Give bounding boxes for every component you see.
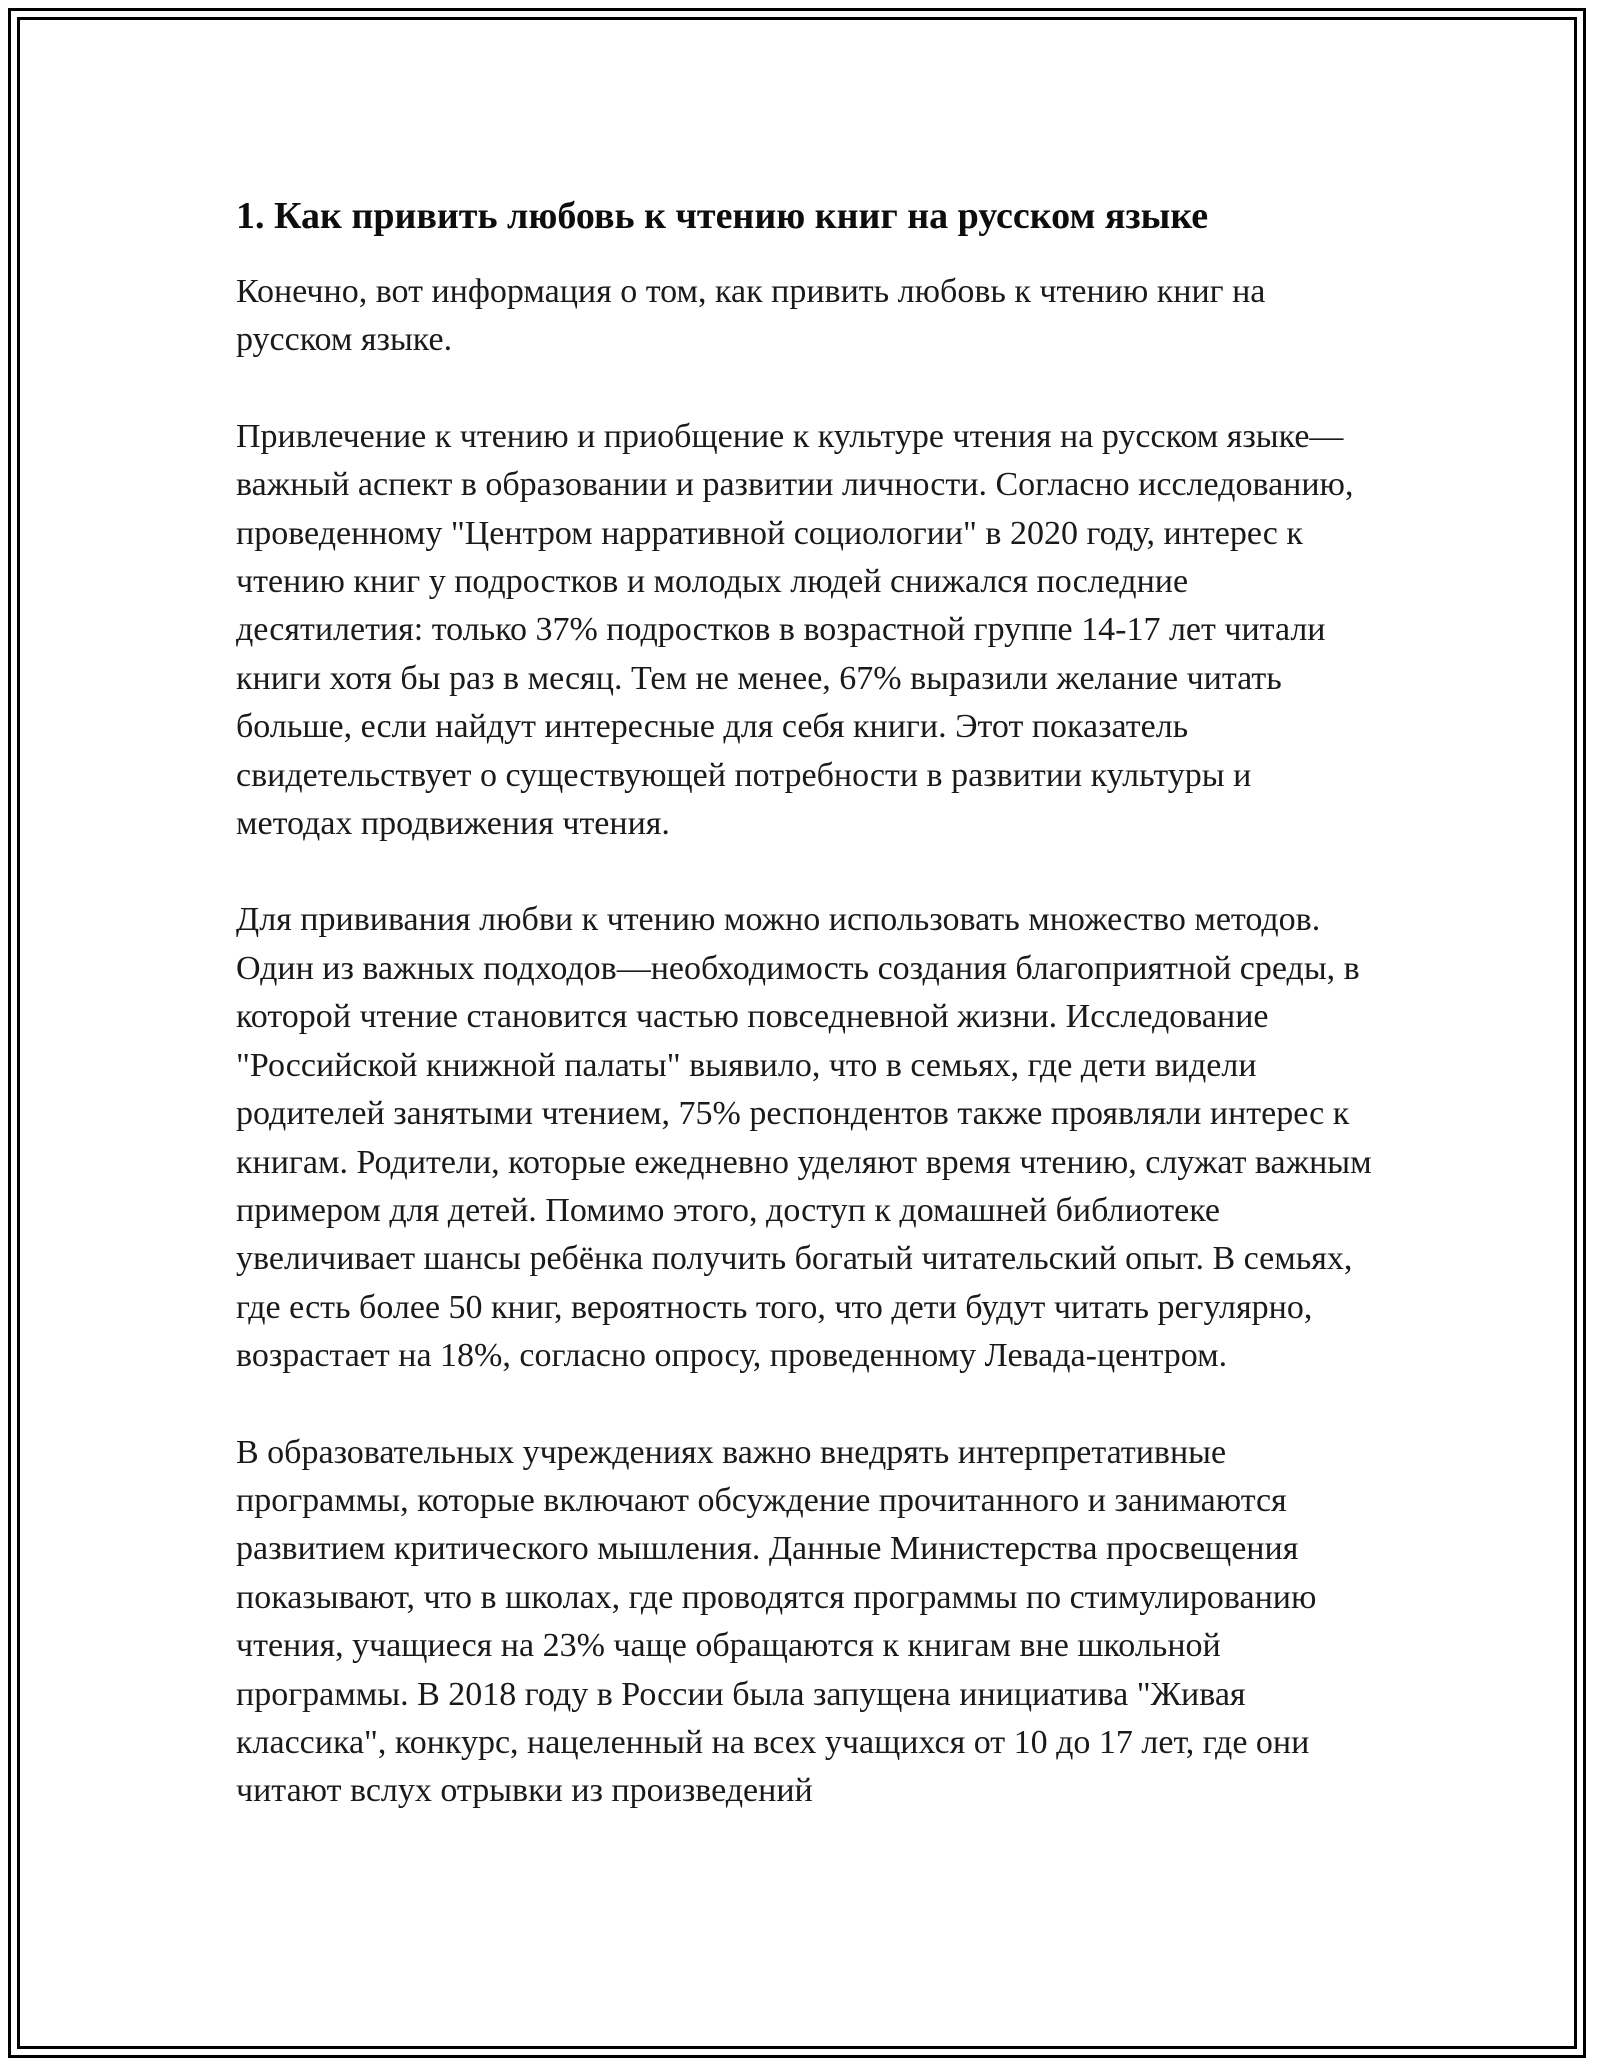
paragraph-schools: В образовательных учреждениях важно внедрять интерпретативные программы, которые включают обсуждение прочитанного и занимаются развитием критического мышления. Данные Министерства просвещения показывают, что в школах, где проводятся программы по стимулированию чтения, учащиеся на 23% чаще обращаются к книгам вне школьной программы. В 2018 году в России была запущена инициатива "Живая классика", конкурс, нацеленный на всех учащихся от 10 до 17 лет, где они читают вслух отрывки из произведений [236, 1433, 1317, 1810]
paragraph-intro: Конечно, вот информация о том, как привить любовь к чтению книг на русском языке. [236, 273, 1266, 359]
paragraph-methods: Для прививания любви к чтению можно использовать множество методов. Один из важных подходов—необходимость создания благоприятной среды, в которой чтение становится частью повседневной жизни. Исследование "Российской книжной палаты" выявило, что в семьях, где дети видели родителей занятыми чтением, 75% респондентов также проявляли интерес к книгам. Родители, которые ежедневно уделяют время чтению, служат важным примером для детей. Помимо этого, доступ к домашней библиотеке увеличивает шансы ребёнка получить богатый читательский опыт. В семьях, где есть более 50 книг, вероятность того, что дети будут читать регулярно, возрастает на 18%, согласно опросу, проведенному Левада-центром. [236, 901, 1372, 1375]
section-heading: 1. Как привить любовь к чтению книг на русском языке [236, 195, 1209, 237]
document-body [236, 188, 1376, 1816]
paragraph-research: Привлечение к чтению и приобщение к культуре чтения на русском языке—важный аспект в образовании и развитии личности. Согласно исследованию, проведенному "Центром нарративной социологии" в 2020 году, интерес к чтению книг у подростков и молодых людей снижался последние десятилетия: только 37% подростков в возрастной группе 14-17 лет читали книги хотя бы раз в месяц. Тем не менее, 67% выразили желание читать больше, если найдут интересные для себя книги. Этот показатель свидетельствует о существующей потребности в развитии культуры и методах продвижения чтения. [236, 417, 1354, 843]
